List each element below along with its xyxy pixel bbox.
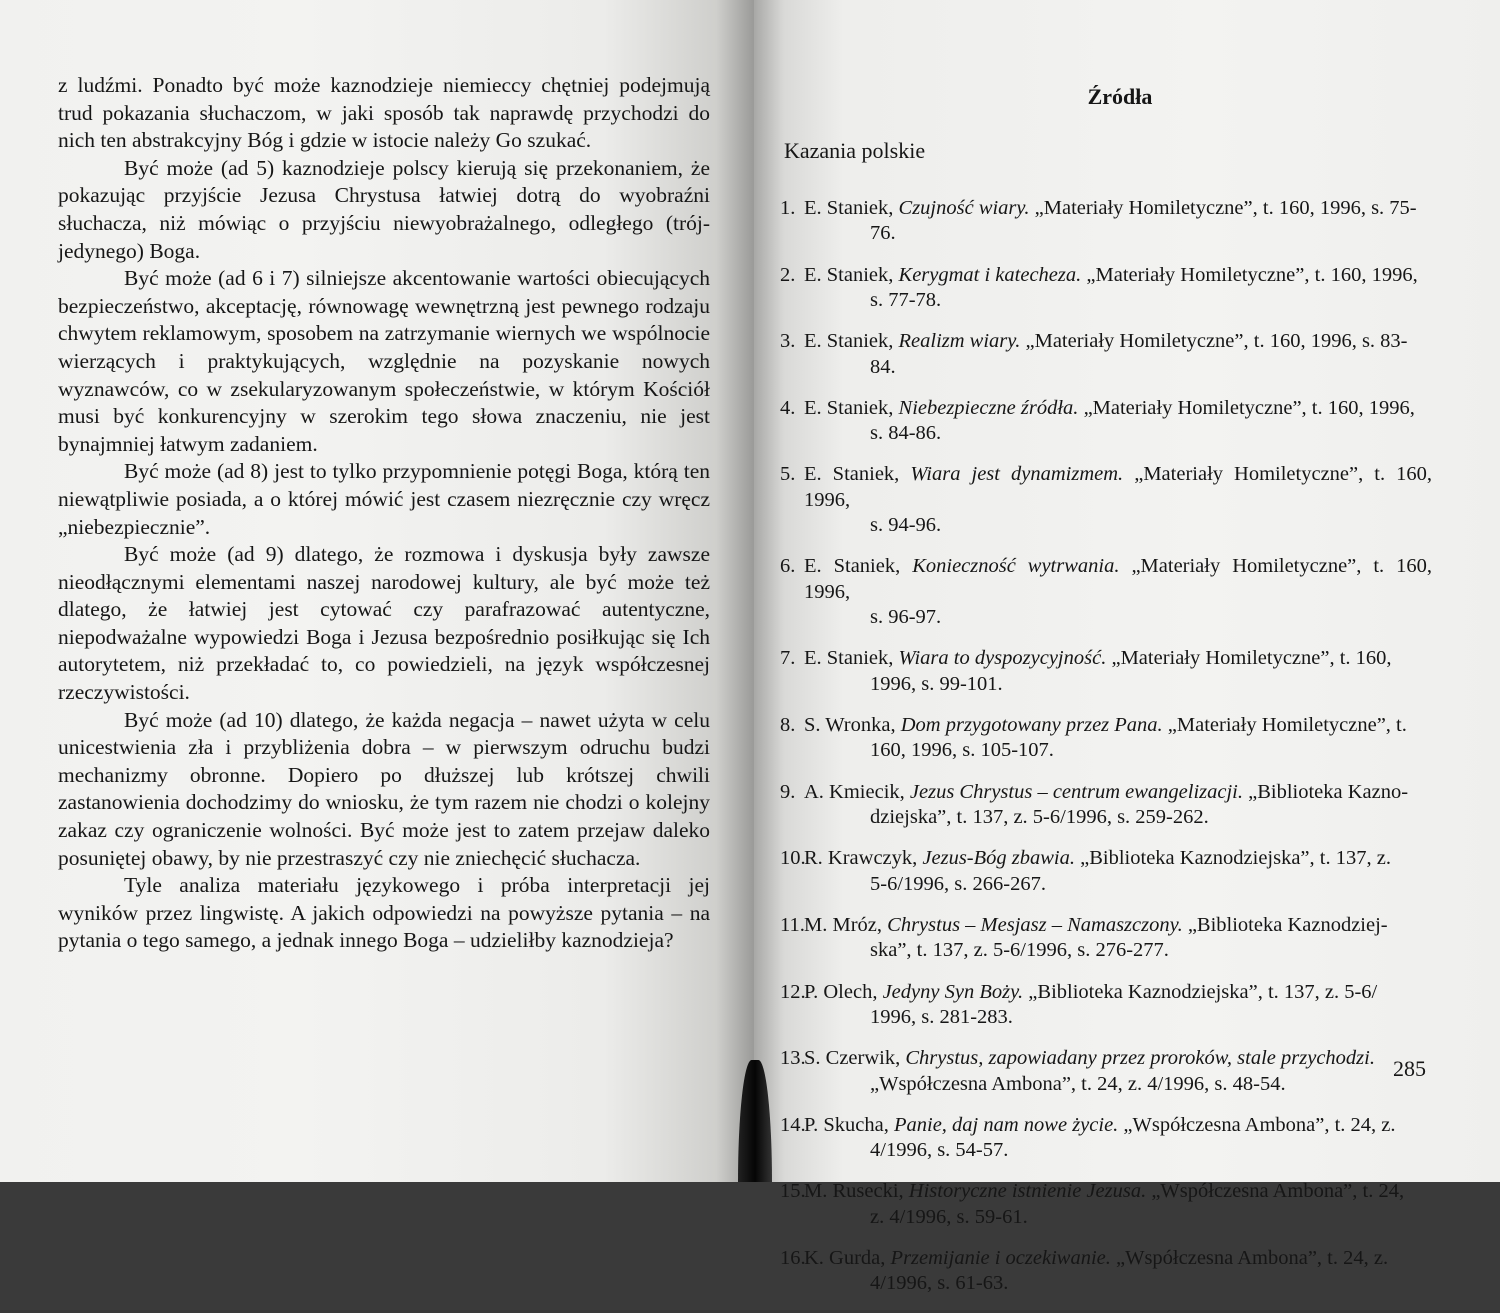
reference-continuation: 1996, s. 99-101. <box>870 672 1003 695</box>
reference-source: „Materiały Homiletyczne”, t. 160, 1996, s. 83- <box>1020 330 1408 353</box>
reference-item <box>780 329 1432 380</box>
section-subheading: Kazania polskie <box>784 138 926 163</box>
reference-continuation: 1996, s. 281-283. <box>870 1005 1013 1028</box>
reference-title: Konieczność wytrwania. <box>912 555 1120 578</box>
reference-number: 13. <box>780 1047 806 1070</box>
reference-continuation: s. 84-86. <box>870 422 942 445</box>
reference-continuation: 5-6/1996, s. 266-267. <box>870 872 1046 895</box>
left-page <box>0 0 754 1182</box>
reference-author: S. Czerwik, <box>804 1047 901 1070</box>
reference-title: Jezus Chrystus – centrum ewangelizacji. <box>909 780 1243 803</box>
reference-number: 14. <box>780 1113 806 1136</box>
reference-title: Kerygmat i katecheza. <box>898 263 1082 286</box>
reference-title: Jezus-Bóg zbawia. <box>922 847 1076 870</box>
reference-source: „Biblioteka Kaznodziejska”, t. 137, z. <box>1075 847 1391 870</box>
paragraph: Być może (ad 9) dlatego, że rozmowa i dyskusja były zawsze nieodłącznymi elementami naszej narodowej kultury, ale być może też dlatego, że łatwiej jest cytować czy parafrazować autentyczne, niepodważalne wypowiedzi Boga i Jezusa bezpośrednio posiłkując się Ich autorytetem, niż przekładać to, co powiedzieli, na język współczesnej rzeczywistości. <box>58 542 710 705</box>
reference-item <box>780 713 1432 764</box>
reference-title: Chrystus – Mesjasz – Namaszczony. <box>887 913 1183 936</box>
page-number: 285 <box>1393 1056 1426 1081</box>
reference-number: 4. <box>780 396 796 419</box>
reference-title: Panie, daj nam nowe życie. <box>893 1113 1119 1136</box>
paragraph: Być może (ad 10) dlatego, że każda negacja – nawet użyta w celu unicestwienia zła i przybliżenia dobra – w pierwszym odruchu budzi mechanizmy obronne. Dopiero po dłuższej lub krótszej chwili zastanowienia dochodzimy do wniosku, że tym razem nie chodzi o kolejny zakaz czy ograniczenie wolności. Być może jest to zatem przejaw daleko posuniętej obawy, by nie przestraszyć czy nie zniechęcić słuchacza. <box>58 707 710 870</box>
reference-number: 6. <box>780 555 796 578</box>
reference-item <box>780 263 1432 314</box>
reference-source: „Materiały Homiletyczne”, t. 160, <box>1106 647 1392 670</box>
left-page-body <box>58 72 710 955</box>
reference-continuation: s. 94-96. <box>870 514 942 537</box>
reference-continuation: dziejska”, t. 137, z. 5-6/1996, s. 259-262. <box>870 806 1209 829</box>
reference-author: R. Krawczyk, <box>804 847 918 870</box>
paragraph: Tyle analiza materiału językowego i próba interpretacji jej wyników przez lingwistę. A jakich odpowiedzi na powyższe pytania – na pytania o tego samego, a jednak innego Boga – udzieliłby kaznodzieja? <box>58 873 710 953</box>
reference-author: E. Staniek, <box>804 197 894 219</box>
reference-number: 2. <box>780 263 796 286</box>
reference-title: Dom przygotowany przez Pana. <box>900 714 1163 737</box>
reference-number: 1. <box>780 197 796 219</box>
reference-author: E. Staniek, <box>804 263 894 286</box>
reference-source: „Materiały Homiletyczne”, t. 160, 1996, <box>804 463 1433 511</box>
reference-continuation: z. 4/1996, s. 59-61. <box>870 1205 1028 1228</box>
reference-source: „Materiały Homiletyczne”, t. 160, 1996, <box>1078 396 1415 419</box>
paragraph: z ludźmi. Ponadto być może kaznodzieje niemieccy chętniej podejmują trud pokazania słuchaczom, w jaki sposób tak naprawdę przychodzi do nich ten abstrakcyjny Bóg i gdzie w istocie należy Go szukać. <box>58 73 710 153</box>
reference-author: E. Staniek, <box>804 647 894 670</box>
reference-source: „Materiały Homiletyczne”, t. 160, 1996, <box>1081 263 1418 286</box>
reference-author: E. Staniek, <box>804 396 894 419</box>
reference-author: E. Staniek, <box>804 463 900 486</box>
reference-source: „Biblioteka Kaznodziejska”, t. 137, z. 5-6/ <box>1023 980 1378 1003</box>
reference-number: 10. <box>780 847 806 870</box>
reference-item <box>780 646 1432 697</box>
reference-continuation: s. 96-97. <box>870 606 942 629</box>
reference-title: Historyczne istnienie Jezusa. <box>908 1180 1147 1203</box>
reference-continuation: 84. <box>870 355 896 378</box>
reference-item <box>780 462 1432 538</box>
reference-source: „Współczesna Ambona”, t. 24, <box>1146 1180 1405 1203</box>
reference-author: M. Rusecki, <box>804 1180 904 1203</box>
reference-source: „Współczesna Ambona”, t. 24, z. <box>1110 1246 1389 1269</box>
reference-title: Realizm wiary. <box>898 330 1021 353</box>
reference-continuation: 76. <box>870 222 896 245</box>
reference-title: Wiara jest dynamizmem. <box>910 463 1124 486</box>
reference-continuation: 160, 1996, s. 105-107. <box>870 739 1054 762</box>
reference-number: 11. <box>780 913 805 936</box>
reference-item <box>780 196 1432 247</box>
reference-item <box>780 1113 1432 1164</box>
reference-author: A. Kmiecik, <box>804 780 905 803</box>
reference-title: Chrystus, zapowiadany przez proroków, stale przychodzi. <box>905 1047 1375 1070</box>
reference-item <box>780 1246 1432 1297</box>
reference-continuation: 4/1996, s. 61-63. <box>870 1272 1009 1295</box>
section-heading: Źródła <box>1087 84 1153 109</box>
reference-author: E. Staniek, <box>804 555 901 578</box>
reference-item <box>780 1046 1432 1097</box>
paragraph: Być może (ad 5) kaznodzieje polscy kierują się przekonaniem, że pokazując przyjście Jezusa Chrystusa łatwiej dotrą do wyobraźni słuchacza, niż mówiąc o przyjściu niewyobrażalnego, odległego (trój-jedynego) Boga. <box>58 155 710 263</box>
reference-source: „Materiały Homiletyczne”, t. 160, 1996, <box>804 555 1433 603</box>
reference-author: M. Mróz, <box>804 913 883 936</box>
reference-item <box>780 980 1432 1031</box>
reference-number: 12. <box>780 980 806 1003</box>
reference-author: K. Gurda, <box>804 1246 886 1269</box>
reference-item <box>780 396 1432 447</box>
reference-author: P. Olech, <box>804 980 878 1003</box>
reference-title: Jedyny Syn Boży. <box>882 980 1024 1003</box>
reference-number: 3. <box>780 330 796 353</box>
reference-item <box>780 780 1432 831</box>
reference-author: S. Wronka, <box>804 714 896 737</box>
reference-title: Przemijanie i oczekiwanie. <box>890 1246 1111 1269</box>
reference-list <box>780 196 1432 1313</box>
reference-continuation: s. 77-78. <box>870 289 942 312</box>
reference-source: „Materiały Homiletyczne”, t. <box>1162 714 1407 737</box>
reference-number: 8. <box>780 714 796 737</box>
reference-number: 15. <box>780 1180 806 1203</box>
paragraph: Być może (ad 6 i 7) silniejsze akcentowanie wartości obiecujących bezpieczeństwo, akceptację, równowagę wewnętrzną jest pewnego rodzaju chwytem reklamowym, sposobem na zatrzymanie wiernych we wspólnocie wierzących i praktykujących, względnie na pozyskanie nowych wyznawców, co w zsekularyzowanym społeczeństwie, w którym Kościół musi być konkurencyjny w szerokim tego słowa znaczeniu, nie jest bynajmniej łatwym zadaniem. <box>58 266 710 456</box>
reference-title: Wiara to dyspozycyjność. <box>898 647 1107 670</box>
reference-title: Niebezpieczne źródła. <box>898 396 1079 419</box>
paragraph: Być może (ad 8) jest to tylko przypomnienie potęgi Boga, którą ten niewątpliwie posiada, a o której mówić jest czasem niezręcznie czy wręcz „niebezpiecznie”. <box>58 459 710 539</box>
reference-item <box>780 1179 1432 1230</box>
reference-source: „Biblioteka Kazno- <box>1243 780 1409 803</box>
reference-author: E. Staniek, <box>804 330 894 353</box>
reference-title: Czujność wiary. <box>898 197 1030 219</box>
reference-number: 7. <box>780 647 796 670</box>
reference-continuation: ska”, t. 137, z. 5-6/1996, s. 276-277. <box>870 939 1169 962</box>
reference-source: „Materiały Homiletyczne”, t. 160, 1996, s. 75- <box>1029 197 1417 219</box>
reference-item <box>780 846 1432 897</box>
reference-number: 16. <box>780 1246 806 1269</box>
reference-number: 9. <box>780 780 796 803</box>
reference-item <box>780 913 1432 964</box>
reference-continuation: „Współczesna Ambona”, t. 24, z. 4/1996, s. 48-54. <box>870 1072 1286 1095</box>
reference-continuation: 4/1996, s. 54-57. <box>870 1139 1009 1162</box>
reference-source: „Współczesna Ambona”, t. 24, z. <box>1118 1113 1396 1136</box>
reference-item <box>780 554 1432 630</box>
reference-number: 5. <box>780 463 796 486</box>
reference-author: P. Skucha, <box>804 1113 889 1136</box>
reference-source: „Biblioteka Kaznodziej- <box>1182 913 1388 936</box>
